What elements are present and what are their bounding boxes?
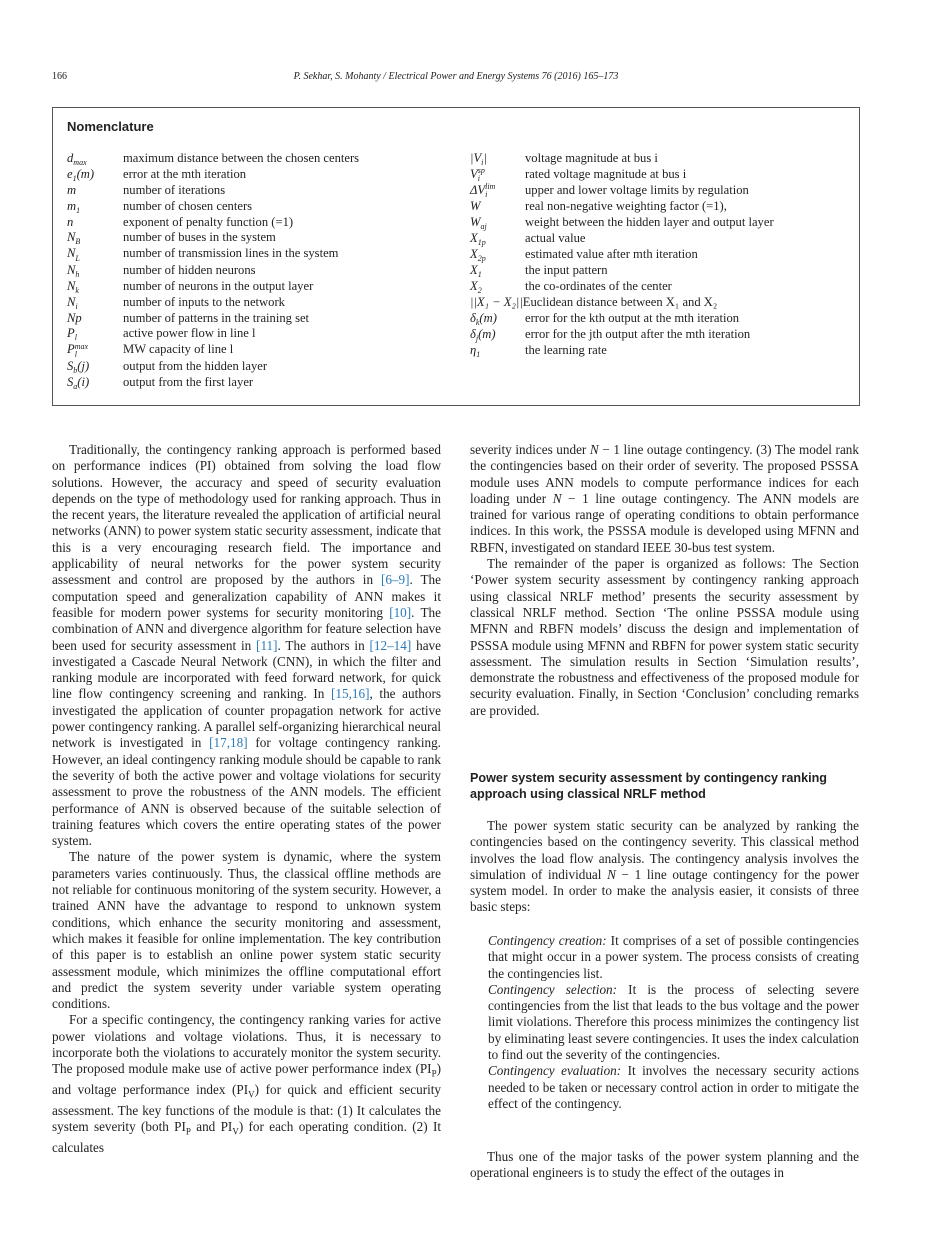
text-run: for voltage contingency ranking. However, an ideal contingency ranking module should be capable to rank the severity of both the active power and voltage violations for security assessment to prove the robustness of the ANN models. The efficient performance of ANN is observed because of the suitable selection of training features which covers the entire operating states of the power system. [52, 735, 441, 849]
nomenclature-description: output from the hidden layer [123, 358, 268, 373]
nomenclature-description: actual value [525, 230, 586, 245]
nomenclature-row [67, 246, 359, 262]
text-run: It involves the necessary security actions needed to be taken or necessary control action in order to mitigate the effect of the contingency. [488, 1063, 859, 1111]
nomenclature-description: MW capacity of line l [123, 342, 234, 357]
nomenclature-symbol: δ k (m) [470, 310, 497, 327]
nomenclature-description: error for the kth output at the mth iteration [525, 310, 740, 325]
nomenclature-row [470, 247, 774, 263]
text-run: The remainder of the paper is organized as follows: The Section ‘Power system security assessment by contingency ranking approach using classical NRLF method’ presents the security assessment by classical NRLF method. Section ‘The online PSSSA module using MFNN and RBFN models’ discuss the design and implementation of PSSSA module using MFNN and RBFN for power system static security assessment. The simulation results in Section ‘Simulation results’, demonstrate the robustness and effectiveness of the proposed module for security evaluation. Finally, in Section ‘Conclusion’ concluding remarks are provided. [470, 556, 859, 718]
steps-list [470, 933, 859, 1112]
nomenclature-symbol: e 1 (m) [67, 167, 95, 184]
nomenclature-description: error for the jth output after the mth iteration [525, 326, 751, 341]
text-run: ) for each operating condition. (2) It calculates [52, 1119, 441, 1156]
nomenclature-symbol: ΔV lim i [470, 182, 496, 200]
citation-link[interactable]: [11] [256, 637, 278, 653]
nomenclature-row [67, 151, 359, 167]
text-run: ) and voltage performance index (PI [52, 1061, 441, 1098]
nomenclature-symbol: N i [67, 294, 78, 311]
nomenclature-description: maximum distance between the chosen centers [123, 151, 360, 165]
citation-link[interactable]: [10] [389, 604, 412, 620]
nomenclature-row [470, 199, 774, 215]
nomenclature-description: real non-negative weighting factor (=1), [525, 199, 727, 214]
text-run: severity indices under [470, 442, 590, 457]
left-column [52, 442, 441, 1157]
nomenclature-description: the input pattern [525, 263, 608, 278]
nomenclature-description: exponent of penalty function (=1) [123, 214, 294, 229]
nomenclature-title: Nomenclature [67, 119, 154, 134]
nomenclature-symbol: S b (j) [67, 358, 90, 375]
nomenclature-description: number of patterns in the training set [123, 310, 310, 325]
nomenclature-symbol: V sp i [470, 166, 485, 184]
text-run: It is the process of selecting severe contingencies from the list that leads to the bus voltage and the power limit violations. Therefore this process minimizes the contingency list by eliminating least severe contingencies. It uses the index calculation to find out the severity of the contingencies. [488, 981, 859, 1063]
italic-text: Contingency selection: [488, 981, 618, 997]
text-run: have investigated a Cascade Neural Network (CNN), in which the filter and ranking module are incorporated with feed forward network, for quick line flow contingency screening and ranking. In [52, 637, 441, 702]
nomenclature-row [470, 295, 774, 311]
text-run: Traditionally, the contingency ranking approach is performed based on performance indices (PI) obtained from solving the load flow solutions. However, the accuracy and speed of security evaluation depends on the type of methodology used for ranking approach. Thus in the recent years, the literature revealed the application of artificial neural networks (ANN) to power system static security assessment, indicate that this is a very encouraging research field. The importance and applicability of neural networks for the power system security assessment and control are proposed by the authors in [52, 442, 441, 588]
nomenclature-description: number of neurons in the output layer [123, 278, 314, 293]
italic-text: N [589, 442, 599, 457]
list-item [470, 933, 859, 982]
text-run: For a specific contingency, the contingency ranking varies for active power violations and voltage violations. Thus, it is necessary to incorporate both the violations to accurately monitor the system security. The proposed module make use of active power performance index (PI [52, 1012, 441, 1077]
text-run: The power system static security can be analyzed by ranking the contingencies based on the contingency severity. This classical method involves the load flow analysis. The contingency analysis involves the simulation of individual [470, 818, 859, 882]
page-number: 166 [52, 71, 67, 82]
text-run: . The authors in [277, 637, 370, 653]
nomenclature-description: number of chosen centers [123, 198, 253, 213]
nomenclature-row [67, 263, 359, 279]
nomenclature-description: the co-ordinates of the center [525, 279, 672, 294]
nomenclature-symbol: P l [67, 326, 77, 343]
nomenclature-row [470, 215, 774, 231]
nomenclature-description: estimated value after mth iteration [525, 247, 698, 262]
nomenclature-box [52, 107, 860, 406]
nomenclature-symbol: δ j (m) [470, 326, 496, 344]
nomenclature-description: output from the first layer [123, 374, 254, 389]
nomenclature-symbol: X 2p [470, 247, 486, 264]
paragraph [52, 849, 441, 1012]
nomenclature-symbol: W [470, 199, 481, 214]
nomenclature-row [67, 183, 359, 199]
nomenclature-symbol: N k [67, 278, 79, 295]
subscript: V [248, 1089, 255, 1100]
nomenclature-description: the learning rate [525, 343, 607, 358]
italic-text: N [552, 490, 562, 506]
nomenclature-row [67, 230, 359, 246]
nomenclature-description: active power flow in line l [123, 326, 256, 341]
nomenclature-row [67, 295, 359, 311]
paragraph [52, 1012, 441, 1156]
nomenclature-description: voltage magnitude at bus i [525, 151, 658, 165]
paragraph [470, 818, 859, 916]
nomenclature-symbol: η 1 [470, 343, 481, 360]
nomenclature-symbol: P max l [67, 341, 89, 359]
nomenclature-symbol: Np [67, 310, 82, 325]
nomenclature-row [470, 343, 774, 359]
subscript: P [431, 1068, 437, 1079]
nomenclature-symbol: |V i | [470, 151, 487, 168]
nomenclature-row [470, 263, 774, 279]
text-run: It comprises of a set of possible contingencies that might occur in a power system. The process consists of creating the contingencies list. [488, 933, 859, 981]
text-run: , the authors investigated the application of counter propagation network for active power contingency ranking. A parallel self-organizing hierarchical neural network is investigated in [52, 686, 441, 751]
nomenclature-row [67, 167, 359, 183]
text-run: . The combination of ANN and divergence algorithm for feature selection have been used for security assessment in [52, 604, 441, 653]
nomenclature-symbol: X 2 [470, 279, 482, 296]
nomenclature-row [470, 183, 774, 199]
nomenclature-description: upper and lower voltage limits by regulation [525, 183, 749, 198]
nomenclature-row [67, 359, 359, 375]
citation-link[interactable]: [12–14] [369, 637, 412, 653]
nomenclature-row [67, 199, 359, 215]
nomenclature-symbol: S a (i) [67, 374, 90, 391]
right-column-top [470, 442, 859, 719]
section-heading: Power system security assessment by contingency ranking approach using classical NRLF method [470, 771, 827, 802]
text-run: Thus one of the major tasks of the power system planning and the operational engineers is to study the effect of the outages in [470, 1149, 859, 1181]
nomenclature-row [470, 311, 774, 327]
subscript: P [185, 1127, 191, 1138]
nomenclature-description: number of buses in the system [123, 230, 276, 245]
citation-link[interactable]: [6–9] [380, 572, 410, 588]
nomenclature-row [470, 151, 774, 167]
paragraph [470, 556, 859, 719]
nomenclature-description: number of iterations [123, 183, 226, 198]
list-item [470, 1063, 859, 1112]
text-run: . The computation speed and generalization capability of ANN makes it feasible for modern power systems for security monitoring [52, 572, 441, 620]
nomenclature-row [67, 311, 359, 327]
nomenclature-row [67, 215, 359, 231]
nomenclature-row [470, 279, 774, 295]
nomenclature-symbol: n [67, 214, 74, 229]
nomenclature-left-column [67, 151, 359, 391]
nomenclature-description: Euclidean distance between X₁ and X₂ [522, 295, 718, 310]
nomenclature-symbol: N L [67, 246, 80, 263]
subscript: V [232, 1127, 239, 1138]
nomenclature-description: rated voltage magnitude at bus i [525, 167, 687, 182]
nomenclature-symbol: ||X₁ − X₂|| [470, 295, 523, 310]
nomenclature-symbol: d max [67, 151, 87, 168]
text-run: and PI [190, 1119, 233, 1135]
italic-text: Contingency evaluation: [488, 1063, 622, 1079]
nomenclature-symbol: X 1 [470, 263, 482, 280]
nomenclature-row [67, 375, 359, 391]
list-item [470, 982, 859, 1063]
nomenclature-description: number of inputs to the network [123, 294, 285, 309]
nomenclature-description: weight between the hidden layer and output layer [525, 214, 774, 229]
paragraph [52, 442, 441, 849]
text-run: ) for quick and efficient security assessment. The key functions of the module is that: (1) It calculates the system severity (both PI [52, 1082, 442, 1135]
text-run: − 1 line outage contingency. The ANN models are trained for various range of operating conditions to obtain performance indices. In this work, the PSSSA module is developed using MFNN and RBFN, investigated on standard IEEE 30-bus test system. [470, 490, 859, 555]
text-run: − 1 line outage contingency. (3) The model rank the contingencies based on their order of severity. The proposed PSSSA module uses ANN models to compute performance indices for each loading under [470, 442, 859, 506]
paragraph [470, 442, 859, 556]
nomenclature-right-column [470, 151, 774, 359]
nomenclature-row [67, 326, 359, 342]
nomenclature-row [470, 167, 774, 183]
nomenclature-symbol: m [67, 183, 77, 198]
running-head: P. Sekhar, S. Mohanty / Electrical Power and Energy Systems 76 (2016) 165–173 [293, 71, 619, 82]
nomenclature-row [67, 342, 359, 358]
nomenclature-row [67, 279, 359, 295]
italic-text: N [607, 866, 616, 882]
citation-link[interactable]: [17,18] [209, 735, 248, 751]
nomenclature-symbol: X 1p [470, 230, 486, 248]
citation-link[interactable]: [15,16] [331, 686, 370, 702]
italic-text: Contingency creation: [488, 933, 607, 948]
nomenclature-symbol: N h [67, 262, 80, 279]
paragraph [470, 1149, 859, 1182]
nomenclature-symbol: W aj [470, 214, 487, 231]
closing-body [470, 1149, 859, 1182]
nomenclature-description: number of hidden neurons [123, 262, 256, 277]
nomenclature-symbol: N B [67, 230, 81, 247]
nomenclature-description: number of transmission lines in the system [123, 246, 339, 261]
nomenclature-symbol: m 1 [67, 198, 81, 215]
text-run: The nature of the power system is dynamic, where the system parameters varies continuously. Thus, the classical offline methods are not reliable for continuous monitoring of the system security. However, a trained ANN have the advantage to respond to unknown system conditions, which enhance the security monitoring and assessment, which makes it feasible for online implementation. The key contribution of this paper is to establish an online power system static security assessment module, which minimizes the offline computational effort and predict the system severity under variable system operating conditions. [52, 849, 441, 1012]
nomenclature-description: error at the mth iteration [123, 167, 247, 182]
nomenclature-row [470, 327, 774, 343]
text-run: − 1 line outage contingency for the power system model. In order to make the analysis easier, it consists of three basic steps: [470, 866, 859, 915]
nomenclature-row [470, 231, 774, 247]
section-body [470, 818, 859, 916]
